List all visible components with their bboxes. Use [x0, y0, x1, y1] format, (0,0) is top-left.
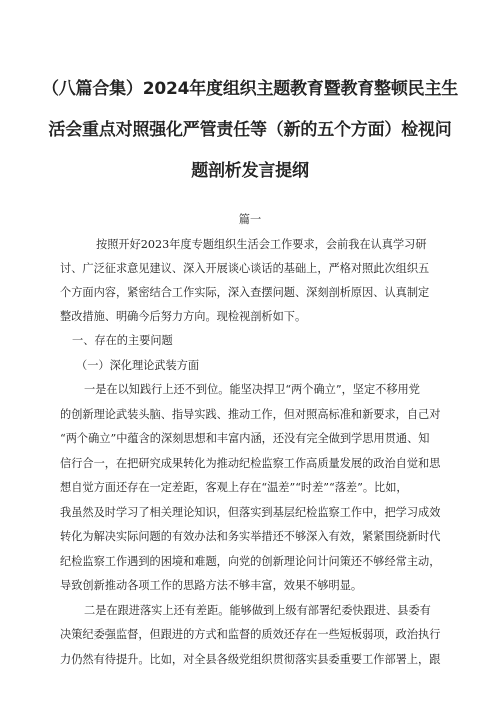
body-line-16: 二是在跟进落实上还有差距。能够做到上级有部署纪委快跟进、县委有: [84, 604, 431, 617]
document-title-line-3: 题剖析发言提纲: [191, 161, 309, 181]
body-line-2: 讨、广泛征求意见建议、深入开展谈心谈话的基础上，严格对照此次组织五: [60, 262, 430, 275]
body-line-4: 整改措施、明确今后努力方向。现检视剖析如下。: [60, 310, 307, 323]
body-line-10: 信行合一，在把研究成果转化为推动纪检监察工作高质量发展的政治自觉和思: [60, 457, 441, 470]
body-line-13: 转化为解决实际问题的有效办法和务实举措还不够深入有效，紧紧围绕新时代: [60, 530, 441, 543]
body-line-15: 导致创新推动各项工作的思路方法不够丰富，效果不够明显。: [60, 579, 363, 592]
subsection-heading-1: （一）深化理论武装方面: [76, 359, 200, 372]
body-line-11: 想自觉方面还存在一定差距，客观上存在“温差”“时差”“落差”。比如，: [60, 481, 408, 494]
body-line-8: 的创新理论武装头脑、指导实践、推动工作，但对照高标准和新要求，自己对: [60, 408, 441, 421]
section-label: 篇一: [238, 213, 262, 226]
section-heading-1: 一、存在的主要问题: [72, 334, 173, 347]
body-line-9: “两个确立”中蕴含的深刻思想和丰富内涵，还没有完全做到学思用贯通、知: [60, 432, 430, 445]
document-title-line-2: 活会重点对照强化严管责任等（新的五个方面）检视问: [48, 120, 452, 140]
document-title-line-1: （八篇合集）2024年度组织主题教育暨教育整顿民主生: [41, 79, 459, 99]
body-line-1: 按照开好2023年度专题组织生活会工作要求，会前我在认真学习研: [96, 238, 427, 251]
body-line-3: 个方面内容，紧密结合工作实际，深入查摆问题、深刻剖析原因、认真制定: [60, 286, 430, 299]
body-line-17: 决策纪委强监督，但跟进的方式和监督的质效还存在一些短板弱项，政治执行: [60, 628, 441, 641]
body-line-14: 纪检监察工作遇到的困境和难题，向党的创新理论问计问策还不够经常主动，: [60, 555, 441, 568]
body-line-18: 力仍然有待提升。比如，对全县各级党组织贯彻落实县委重要工作部署上，跟: [60, 653, 441, 666]
body-line-12: 我虽然及时学习了相关理论知识，但落实到基层纪检监察工作中，把学习成效: [60, 506, 441, 519]
body-line-7: 一是在以知践行上还不到位。能坚决捍卫“两个确立”，坚定不移用党: [84, 383, 420, 396]
